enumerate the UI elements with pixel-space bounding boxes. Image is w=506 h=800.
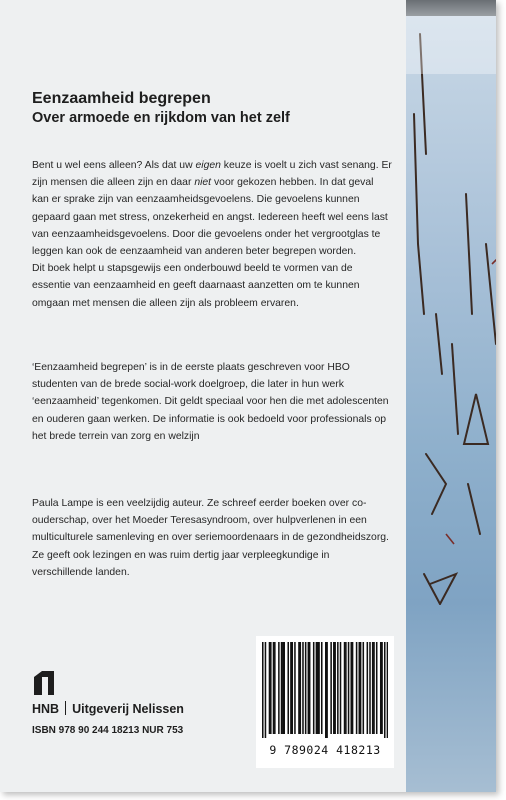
barcode-bar <box>273 642 275 734</box>
barcode-bar <box>302 642 304 734</box>
publisher-separator <box>65 701 66 715</box>
barcode-bar <box>317 642 319 734</box>
isbn-nur-line: ISBN 978 90 244 18213 NUR 753 <box>32 725 184 736</box>
text-run: voor gekozen hebben. In dat geval kan er sprake zijn van eenzaamheidsgevoelens. Die gevoelens kunnen gepaard gaan met stress, onzekerheid en angst. Iedereen heeft wel eens last van eenzaamheidsgevoelens. Door die gevoelens onder het vergrootglas te leggen kan ook de eenzaamheid van anderen beter begrepen worden. <box>32 177 388 258</box>
barcode-bar <box>282 642 284 734</box>
barcode-bar <box>380 642 382 734</box>
barcode-bar <box>262 642 264 738</box>
barcode-bar <box>326 642 328 738</box>
barcode-bar <box>356 642 358 734</box>
barcode-bar <box>308 642 310 734</box>
blurb-sentence-group: Dit boek helpt u stapsgewijs een onderbouwd beeld te vormen van de essentie van eenzaamheid en geeft daarnaast aanzetten om te kunnen omgaan met mensen die alleen zijn als probleem ervaren. <box>32 263 360 309</box>
barcode-bar <box>340 642 342 734</box>
barcode-bar <box>313 642 315 734</box>
barcode-bar <box>290 642 292 734</box>
barcode-bar <box>344 642 346 734</box>
barcode-bar <box>384 642 386 738</box>
barcode-bar <box>265 642 267 738</box>
barcode-bar <box>305 642 307 734</box>
book-subtitle: Over armoede en rijkdom van het zelf <box>32 110 290 126</box>
barcode-bar <box>283 642 285 734</box>
barcode-bar <box>309 642 311 734</box>
barcode-bar <box>345 642 347 734</box>
page-edge-shadow <box>406 0 496 16</box>
barcode-bar <box>352 642 354 734</box>
cover-photo-water-reeds <box>406 14 496 792</box>
barcode-bar <box>325 642 327 738</box>
barcode-bar <box>318 642 320 734</box>
barcode-bar <box>270 642 272 734</box>
barcode-bar <box>298 642 300 734</box>
publisher-logo-icon <box>32 669 60 702</box>
emphasis-eigen: eigen <box>195 160 221 171</box>
publisher-name: Uitgeverij Nelissen <box>72 702 184 716</box>
barcode-bar <box>359 642 361 734</box>
barcode-bar <box>278 642 280 734</box>
barcode-bar <box>300 642 302 734</box>
barcode-bar <box>281 642 283 734</box>
barcode-bar <box>274 642 276 734</box>
barcode-bar <box>287 642 289 734</box>
barcode-bar <box>291 642 293 734</box>
blurb-paragraph-audience <box>32 359 392 445</box>
barcode-bar <box>294 642 296 734</box>
barcode-bar <box>333 642 335 734</box>
barcode-bar <box>334 642 336 734</box>
barcode-bar <box>367 642 369 734</box>
reed-reflections-illustration <box>406 14 496 792</box>
barcode-number: 9 789024 418213 <box>269 743 381 757</box>
author-bio-text: Paula Lampe is een veelzijdig auteur. Ze schreef eerder boeken over co-ouderschap, over het Moeder Teresasyndroom, over hulpverlenen in een multiculturele samenleving en over seriemoordenaars in de gezondheidszorg. <box>32 498 389 544</box>
barcode-bar <box>269 642 271 734</box>
barcode-bar <box>330 642 332 734</box>
emphasis-niet: niet <box>194 177 212 189</box>
barcode-bar <box>316 642 318 734</box>
book-title: Eenzaamheid begrepen <box>32 90 211 107</box>
barcode-bar <box>387 642 388 738</box>
barcode <box>256 636 394 768</box>
barcode-bar <box>348 642 350 734</box>
blurb-paragraph-author <box>32 495 392 581</box>
barcode-bar <box>363 642 365 734</box>
publisher-line <box>32 701 184 716</box>
barcode-bar <box>321 642 323 734</box>
barcode-bar <box>360 642 362 734</box>
barcode-bar <box>373 642 375 734</box>
barcode-bar <box>372 642 374 734</box>
blurb-paragraph-intro <box>32 157 392 312</box>
barcode-bar <box>369 642 371 734</box>
author-bio-text-2: Ze geeft ook lezingen en was ruim dertig jaar verpleegkundige in verschillende landen. <box>32 549 330 578</box>
text-run: Bent u wel eens alleen? Als dat uw <box>32 160 196 171</box>
blurb-sentence-group <box>32 157 392 260</box>
barcode-bar <box>337 642 339 734</box>
blurb-audience-text: ‘Eenzaamheid begrepen’ is in de eerste plaats geschreven voor HBO studenten van de brede social-work doelgroep, die later in hun werk ‘eenzaamheid’ tegenkomen. Dit geldt speciaal voor hen die met adolescenten en ouderen gaan werken. De informatie is ook bedoeld voor professionals op het brede terrein van zorg en welzijn <box>32 362 389 442</box>
barcode-bar <box>381 642 383 734</box>
barcode-bars <box>262 642 388 738</box>
barcode-bar <box>350 642 352 734</box>
publisher-abbr: HNB <box>32 702 60 716</box>
text-run: keuze is voelt u zich vast senang. Er zijn mensen die alleen zijn en daar <box>32 160 392 189</box>
barcode-bar <box>376 642 378 734</box>
